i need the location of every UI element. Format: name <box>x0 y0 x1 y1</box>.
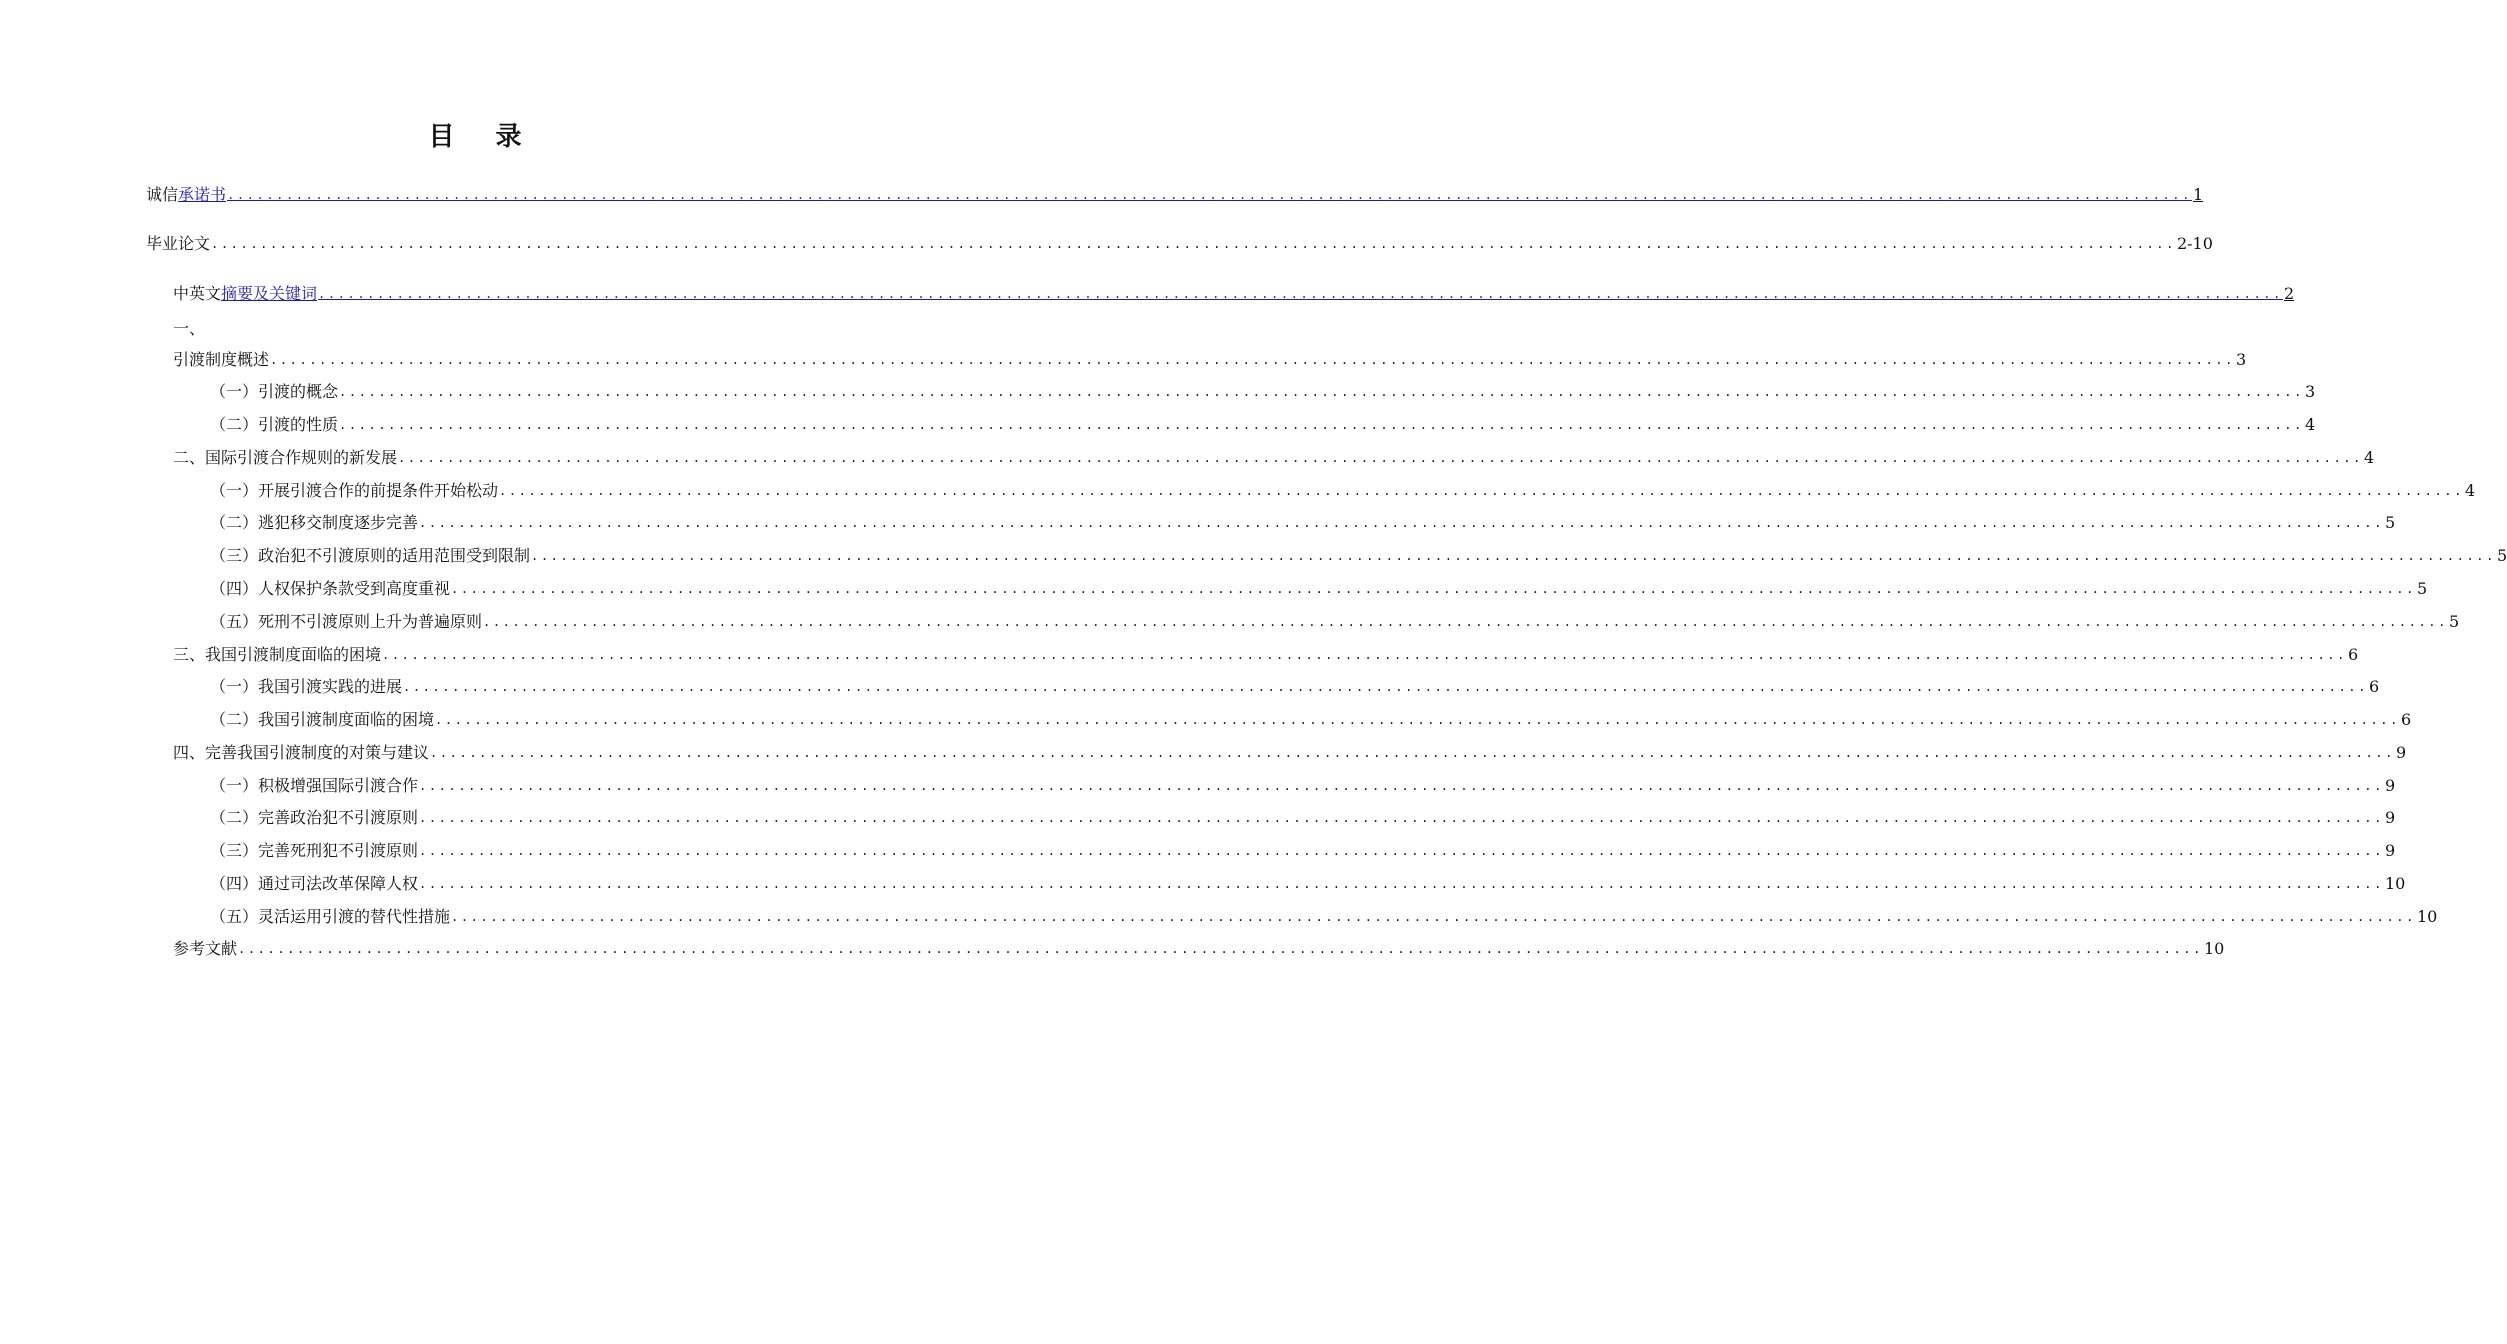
toc-entry-label: （四）通过司法改革保障人权 <box>210 874 419 893</box>
toc-entry-label: 四、完善我国引渡制度的对策与建议 <box>173 743 430 762</box>
toc-entry-label: （一）积极增强国际引渡合作 <box>210 776 419 795</box>
toc-dot-leader: ........................................................................................................................................................................................................ <box>499 484 2464 498</box>
toc-dot-leader: ........................................................................................................................................................................................................ <box>435 713 2400 727</box>
toc-entry-label: 三、我国引渡制度面临的困境 <box>173 645 382 664</box>
toc-entry <box>210 512 2396 534</box>
toc-page-number: 6 <box>2347 645 2359 664</box>
toc-dot-leader: ........................................................................................................................................................................................................ <box>318 287 2283 301</box>
toc-page-number: 9 <box>2384 808 2396 827</box>
toc-entry <box>210 906 2438 928</box>
toc-entry <box>210 840 2396 862</box>
toc-entry-label: 毕业论文 <box>146 234 211 253</box>
toc-entry <box>210 545 2507 567</box>
toc-entry <box>173 938 2225 960</box>
toc-page-number: 2 <box>2283 284 2295 303</box>
toc-entry <box>210 873 2406 895</box>
toc-entry-label: （二）引渡的性质 <box>210 415 339 434</box>
toc-entry <box>173 447 2375 469</box>
toc-entry-label: （二）逃犯移交制度逐步完善 <box>210 513 419 532</box>
toc-page-number: 3 <box>2235 350 2247 369</box>
toc-page-number: 4 <box>2304 415 2316 434</box>
toc-entry-label: （二）完善政治犯不引渡原则 <box>210 808 419 827</box>
toc-dot-leader: ........................................................................................................................................................................................................ <box>419 779 2384 793</box>
toc-page-number: 5 <box>2448 612 2460 631</box>
toc-entry-label: （五）灵活运用引渡的替代性措施 <box>210 907 451 926</box>
toc-entry <box>210 578 2428 600</box>
toc-page-number: 5 <box>2496 546 2507 565</box>
toc-section-number-stub: 一、 <box>173 319 206 338</box>
toc-dot-leader: ........................................................................................................................................................................................................ <box>419 811 2384 825</box>
toc-page-number: 6 <box>2400 710 2412 729</box>
toc-entry-label: 二、国际引渡合作规则的新发展 <box>173 448 398 467</box>
toc-page-number: 4 <box>2363 448 2375 467</box>
toc-entry <box>210 775 2396 797</box>
toc-entry-label: （一）开展引渡合作的前提条件开始松动 <box>210 481 499 500</box>
toc-entry-label: （四）人权保护条款受到高度重视 <box>210 579 451 598</box>
toc-page-number: 9 <box>2384 841 2396 860</box>
toc-entry-label: 引渡制度概述 <box>173 350 270 369</box>
toc-page-number: 6 <box>2368 677 2380 696</box>
toc-entry <box>173 644 2359 666</box>
toc-entry <box>173 742 2407 764</box>
toc-dot-leader: ........................................................................................................................................................................................................ <box>227 188 2192 202</box>
toc-page-number: 4 <box>2464 481 2476 500</box>
toc-entry-label: （三）完善死刑犯不引渡原则 <box>210 841 419 860</box>
toc-page-number: 10 <box>2416 907 2438 926</box>
toc-dot-leader: ........................................................................................................................................................................................................ <box>339 385 2304 399</box>
toc-entry <box>210 611 2460 633</box>
toc-dot-leader: ........................................................................................................................................................................................................ <box>398 451 2363 465</box>
toc-dot-leader: ........................................................................................................................................................................................................ <box>451 910 2416 924</box>
toc-entry-label: 诚信承诺书 <box>146 185 227 204</box>
toc-page-number: 9 <box>2395 743 2407 762</box>
toc-dot-leader: ........................................................................................................................................................................................................ <box>339 418 2304 432</box>
toc-entry <box>210 381 2316 403</box>
toc-entry[interactable] <box>146 184 2204 206</box>
toc-page-number: 10 <box>2384 874 2406 893</box>
toc-dot-leader: ........................................................................................................................................................................................................ <box>419 844 2384 858</box>
toc-page-number: 1 <box>2192 185 2204 204</box>
toc-entry-label: 中英文摘要及关键词 <box>173 284 318 303</box>
toc-dot-leader: ........................................................................................................................................................................................................ <box>483 615 2448 629</box>
toc-entry-label: （一）我国引渡实践的进展 <box>210 677 403 696</box>
toc-entry <box>210 676 2380 698</box>
toc-page-number: 9 <box>2384 776 2396 795</box>
toc-entry <box>210 807 2396 829</box>
toc-page-number: 2-10 <box>2176 234 2213 253</box>
toc-dot-leader: ........................................................................................................................................................................................................ <box>531 549 2496 563</box>
toc-page-number: 3 <box>2304 382 2316 401</box>
toc-entry <box>210 480 2476 502</box>
toc-dot-leader: ........................................................................................................................................................................................................ <box>403 680 2368 694</box>
toc-entry[interactable] <box>173 283 2295 305</box>
toc-entry-link[interactable]: 承诺书 <box>178 185 227 204</box>
toc-title: 目 录 <box>428 122 538 152</box>
toc-page-number: 10 <box>2203 939 2225 958</box>
toc-page-number: 5 <box>2384 513 2396 532</box>
toc-entry-label: （三）政治犯不引渡原则的适用范围受到限制 <box>210 546 531 565</box>
toc-entry-label: （二）我国引渡制度面临的困境 <box>210 710 435 729</box>
toc-dot-leader: ........................................................................................................................................................................................................ <box>270 353 2235 367</box>
toc-entry-label: （五）死刑不引渡原则上升为普遍原则 <box>210 612 483 631</box>
toc-dot-leader: ........................................................................................................................................................................................................ <box>419 877 2384 891</box>
toc-entry-label: （一）引渡的概念 <box>210 382 339 401</box>
toc-dot-leader: ........................................................................................................................................................................................................ <box>419 516 2384 530</box>
toc-entry <box>210 709 2412 731</box>
toc-entry-label: 参考文献 <box>173 939 238 958</box>
toc-page-number: 5 <box>2416 579 2428 598</box>
toc-dot-leader: ........................................................................................................................................................................................................ <box>430 746 2395 760</box>
toc-dot-leader: ........................................................................................................................................................................................................ <box>451 582 2416 596</box>
toc-dot-leader: ........................................................................................................................................................................................................ <box>382 648 2347 662</box>
toc-entry <box>210 414 2316 436</box>
toc-entry <box>173 349 2247 371</box>
toc-dot-leader: ........................................................................................................................................................................................................ <box>211 237 2176 251</box>
toc-dot-leader: ........................................................................................................................................................................................................ <box>238 942 2203 956</box>
toc-entry-link[interactable]: 摘要及关键词 <box>221 284 318 303</box>
toc-entry <box>146 233 2213 255</box>
